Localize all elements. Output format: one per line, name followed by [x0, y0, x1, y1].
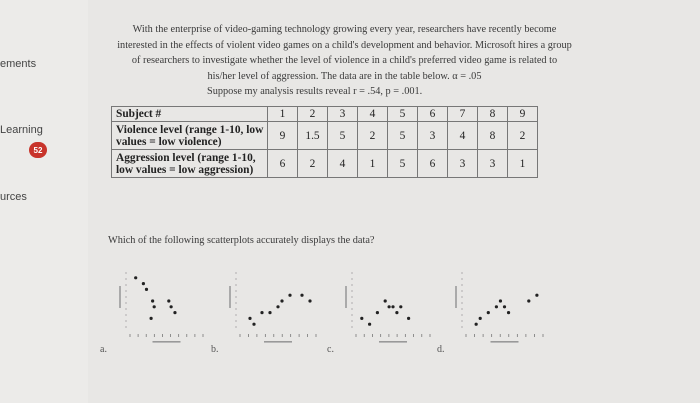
table-cell: 2	[508, 122, 538, 150]
table-cell: 3	[328, 107, 358, 122]
table-cell: 5	[388, 107, 418, 122]
table-row-label: Violence level (range 1-10, low values = low violence)	[112, 122, 268, 150]
option-b-label[interactable]: b.	[211, 344, 219, 355]
problem-intro: With the enterprise of video-gaming technology growing every year, researchers have recently become interested in the effects of violent video games on a child's development and behavior. Microsoft hires a group of researchers to investigate whether the level of violence in a child's preferred video game is related to his/her level of aggression. The data are in the table below. α = .05	[117, 24, 572, 82]
table-cell: 8	[478, 122, 508, 150]
table-cell: 4	[358, 107, 388, 122]
table-cell: 9	[508, 107, 538, 122]
y-axis-label	[345, 286, 347, 308]
table-cell: 1	[268, 107, 298, 122]
data-point	[150, 317, 153, 320]
data-point	[376, 311, 379, 314]
x-axis-label	[379, 341, 407, 343]
data-point	[280, 299, 283, 302]
scatterplot-option-b[interactable]	[229, 273, 316, 343]
scatterplot-option-c[interactable]	[345, 273, 430, 343]
y-axis-label	[119, 286, 121, 308]
data-point	[368, 323, 371, 326]
x-axis-label	[153, 341, 181, 343]
scatterplot-option-a[interactable]	[119, 273, 203, 343]
analysis-result: Suppose my analysis results reveal r = .54, p = .001.	[207, 86, 423, 97]
data-point	[479, 317, 482, 320]
data-point	[503, 305, 506, 308]
data-point	[153, 305, 156, 308]
data-point	[173, 311, 176, 314]
data-point	[391, 305, 394, 308]
table-cell: 9	[268, 122, 298, 150]
table-cell: 1	[508, 150, 538, 178]
table-cell: 8	[478, 107, 508, 122]
table-cell: 3	[478, 150, 508, 178]
option-a-label[interactable]: a.	[100, 344, 107, 355]
notification-badge: 52	[29, 142, 47, 158]
option-c-label[interactable]: c.	[327, 344, 334, 355]
question-text: Which of the following scatterplots accurately displays the data?	[108, 235, 375, 246]
table-cell: 2	[298, 107, 328, 122]
table-cell: 5	[328, 122, 358, 150]
data-point	[388, 305, 391, 308]
sidebar-item-resources[interactable]: urces	[0, 191, 27, 203]
data-point	[142, 282, 145, 285]
data-point	[399, 305, 402, 308]
data-point	[527, 299, 530, 302]
data-point	[495, 305, 498, 308]
table-row-label: Aggression level (range 1-10, low values = low aggression)	[112, 150, 268, 178]
table-cell: 6	[418, 150, 448, 178]
data-point	[308, 299, 311, 302]
option-d-label[interactable]: d.	[437, 344, 445, 355]
table-row-label: Subject #	[112, 107, 268, 122]
table-cell: 6	[418, 107, 448, 122]
x-axis-label	[264, 341, 292, 343]
data-point	[288, 294, 291, 297]
data-point	[384, 299, 387, 302]
data-point	[248, 317, 251, 320]
data-point	[145, 288, 148, 291]
data-point	[134, 276, 137, 279]
data-point	[535, 294, 538, 297]
scatterplot-option-d[interactable]	[455, 273, 543, 343]
data-point	[268, 311, 271, 314]
data-point	[260, 311, 263, 314]
table-cell: 4	[448, 122, 478, 150]
data-point	[407, 317, 410, 320]
data-point	[151, 299, 154, 302]
data-point	[276, 305, 279, 308]
data-point	[499, 299, 502, 302]
table-cell: 5	[388, 150, 418, 178]
table-cell: 7	[448, 107, 478, 122]
data-point	[360, 317, 363, 320]
data-point	[507, 311, 510, 314]
sidebar-item-learning[interactable]: Learning	[0, 124, 43, 136]
table-cell: 1.5	[298, 122, 328, 150]
table-cell: 2	[298, 150, 328, 178]
data-point	[252, 323, 255, 326]
data-point	[395, 311, 398, 314]
table-cell: 3	[448, 150, 478, 178]
sidebar-item-elements[interactable]: ements	[0, 58, 37, 70]
y-axis-label	[229, 286, 231, 308]
x-axis-label	[491, 341, 519, 343]
table-cell: 1	[358, 150, 388, 178]
table-cell: 4	[328, 150, 358, 178]
data-point	[170, 305, 173, 308]
data-point	[475, 323, 478, 326]
table-cell: 3	[418, 122, 448, 150]
table-cell: 2	[358, 122, 388, 150]
data-point	[300, 294, 303, 297]
data-point	[167, 299, 170, 302]
table-cell: 5	[388, 122, 418, 150]
data-point	[487, 311, 490, 314]
y-axis-label	[455, 286, 457, 308]
table-cell: 6	[268, 150, 298, 178]
